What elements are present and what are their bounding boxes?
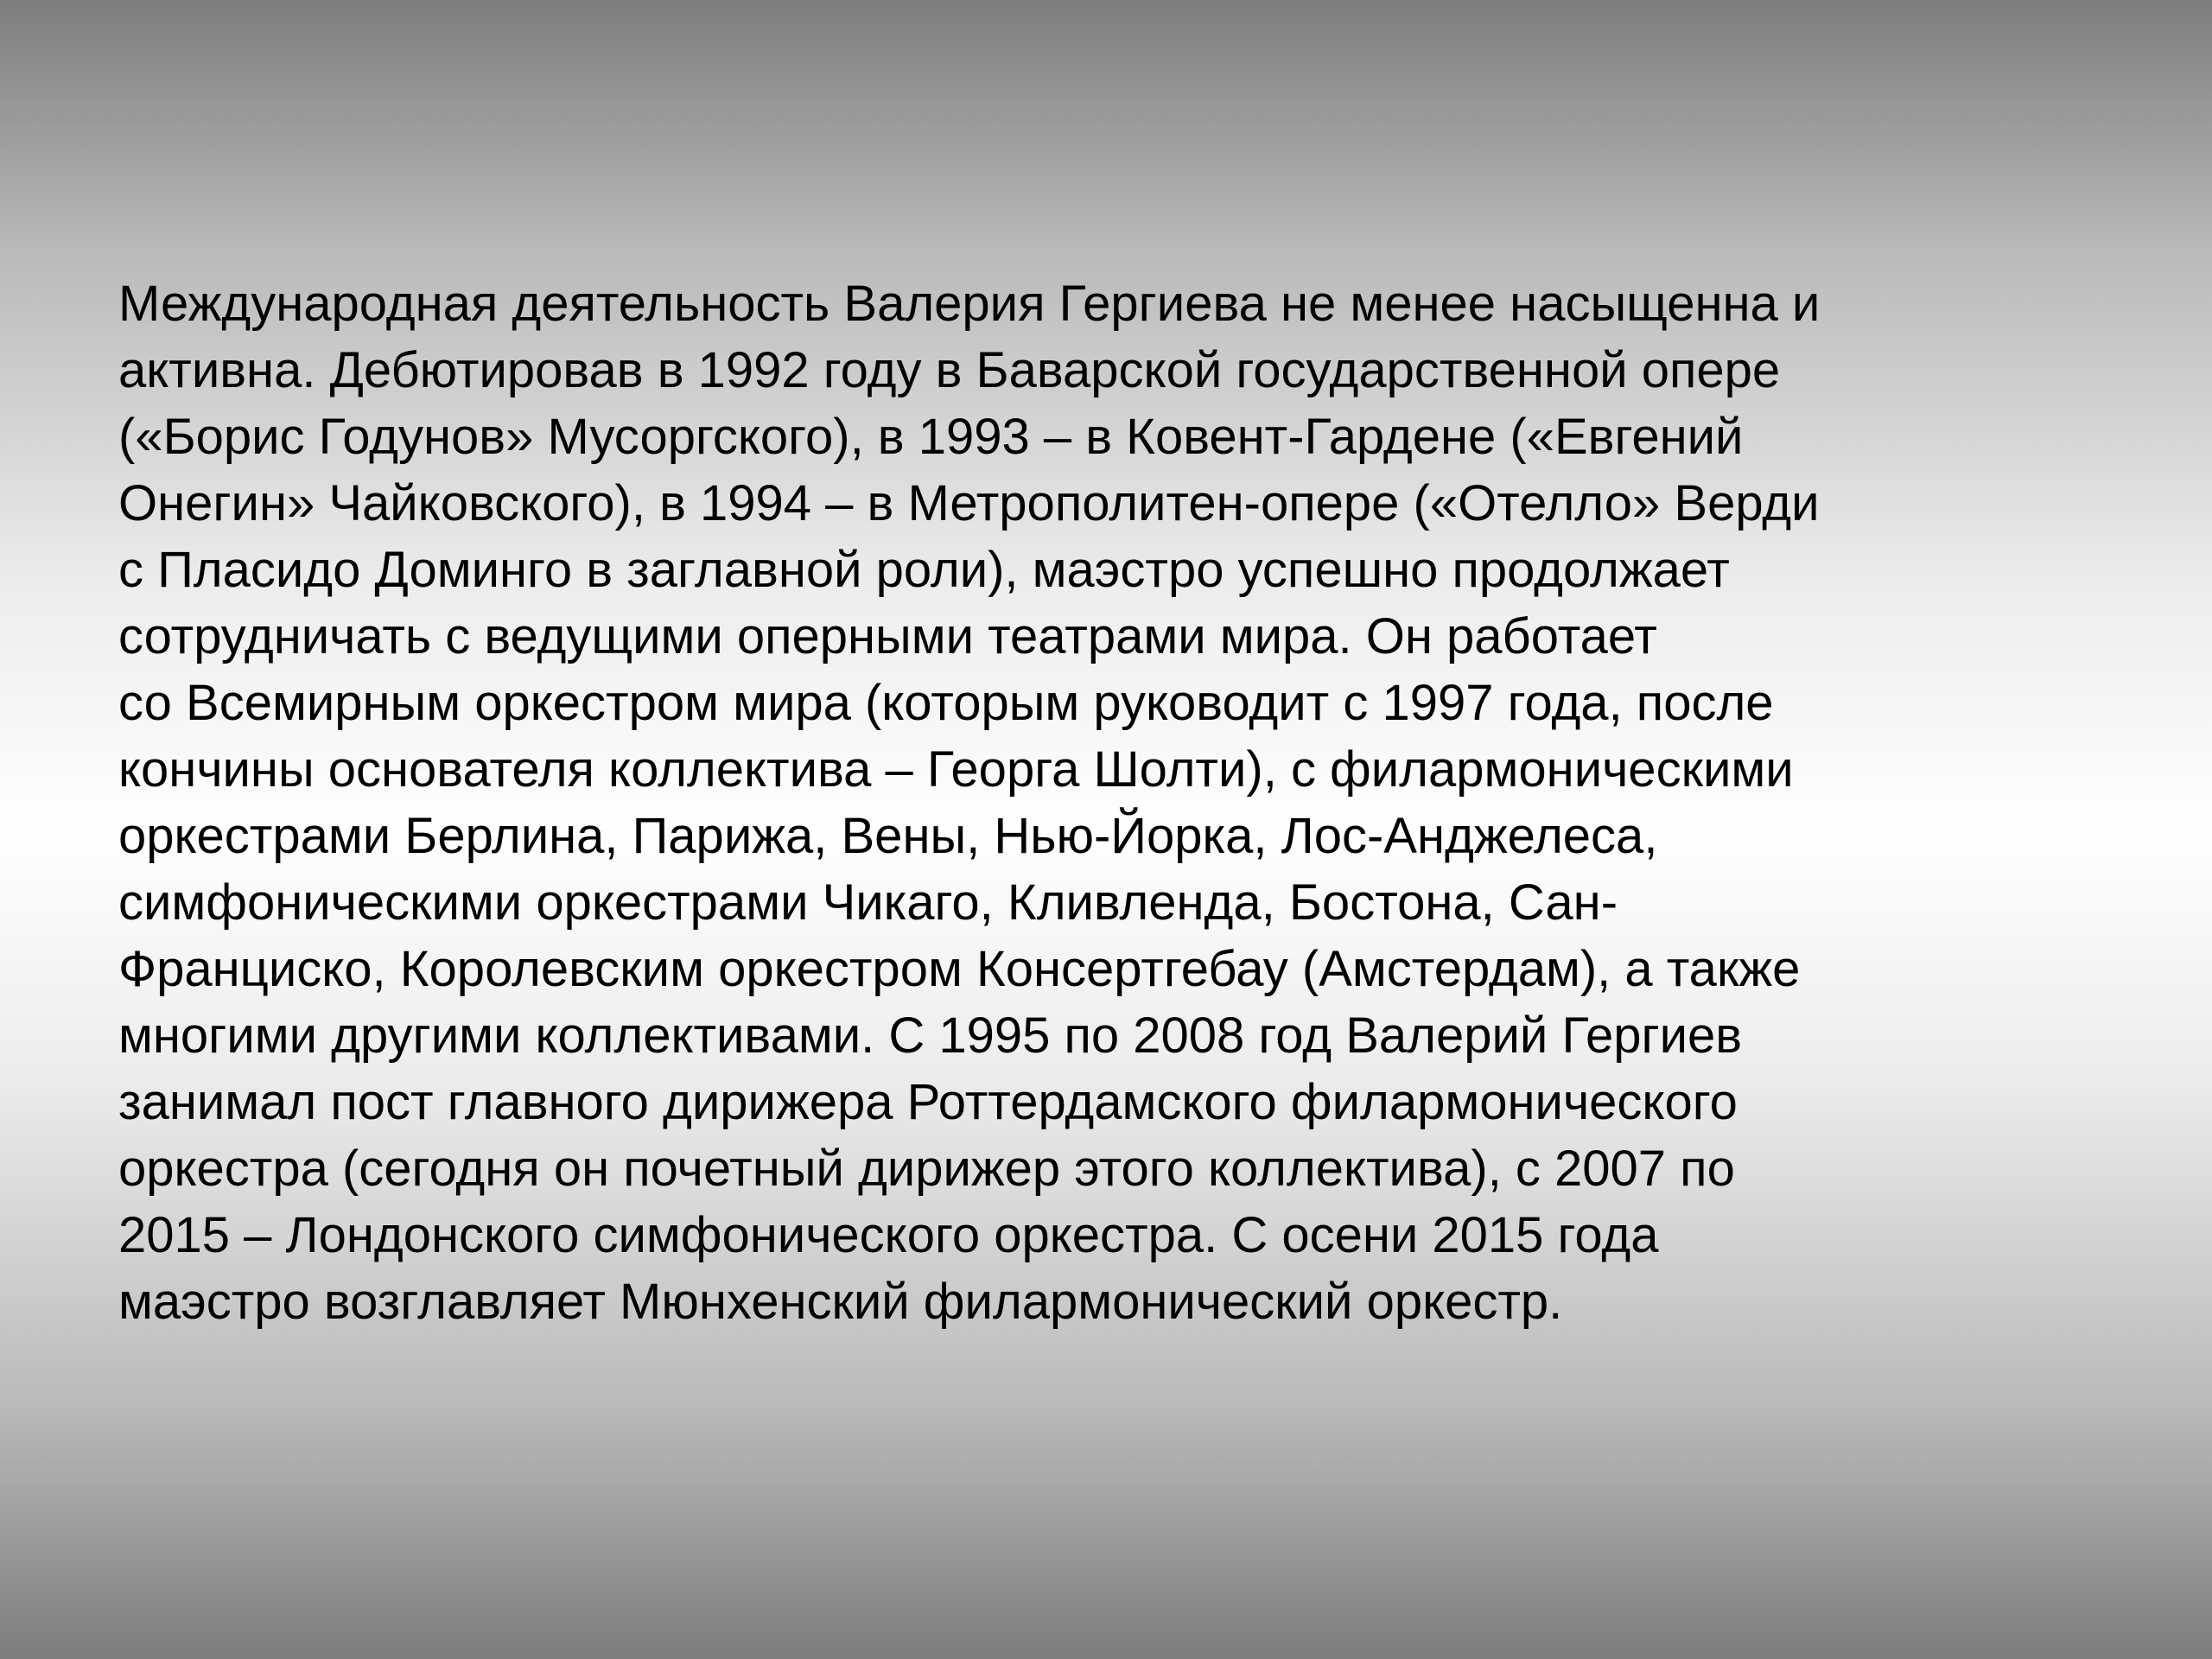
text-line: сотрудничать с ведущими оперными театрами мира. Он работает (118, 608, 1657, 664)
text-line: Франциско, Королевским оркестром Консертгебау (Амстердам), а также (118, 941, 1801, 997)
text-line: оркестрами Берлина, Парижа, Вены, Нью-Йорка, Лос-Анджелеса, (118, 808, 1658, 864)
text-line: оркестра (сегодня он почетный дирижер этого коллектива), с 2007 по (118, 1141, 1735, 1197)
text-line: 2015 – Лондонского симфонического оркестра. С осени 2015 года (118, 1207, 1659, 1263)
text-line: активна. Дебютировав в 1992 году в Баварской государственной опере (118, 342, 1781, 398)
text-line: многими другими коллективами. С 1995 по 2008 год Валерий Гергиев (118, 1007, 1743, 1064)
text-line: Международная деятельность Валерия Гергиева не менее насыщенна и (118, 276, 1821, 332)
text-line: Онегин» Чайковского), в 1994 – в Метрополитен-опере («Отелло» Верди (118, 475, 1820, 531)
text-line: маэстро возглавляет Мюнхенский филармонический оркестр. (118, 1274, 1563, 1330)
text-line: симфоническими оркестрами Чикаго, Кливленда, Бостона, Сан- (118, 874, 1618, 931)
text-line: с Пласидо Доминго в заглавной роли), маэстро успешно продолжает (118, 542, 1730, 598)
text-line: со Всемирным оркестром мира (которым руководит с 1997 года, после (118, 675, 1774, 731)
text-line: («Борис Годунов» Мусоргского), в 1993 – в Ковент-Гардене («Евгений (118, 409, 1744, 465)
slide-body-text (118, 270, 2132, 1335)
text-line: занимал пост главного дирижера Роттердамского филармонического (118, 1074, 1738, 1130)
text-line: кончины основателя коллектива – Георга Шолти), с филармоническими (118, 741, 1794, 798)
